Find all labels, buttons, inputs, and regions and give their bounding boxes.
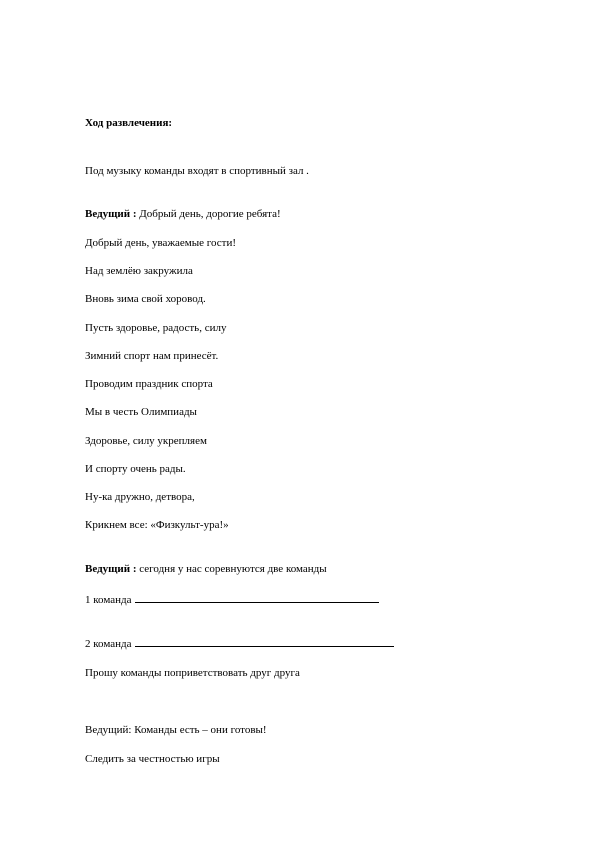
host-speech: Добрый день, дорогие ребята! xyxy=(136,208,281,220)
poem-line: Вновь зима свой хоровод. xyxy=(85,293,206,305)
document-heading: Ход развлечения: xyxy=(85,117,173,129)
team-1-line xyxy=(85,593,379,607)
host-line-3: Ведущий: Команды есть – они готовы! xyxy=(85,724,267,736)
intro-line: Под музыку команды входят в спортивный зал . xyxy=(85,165,309,177)
host-line-1 xyxy=(85,208,281,221)
poem-line: Пусть здоровье, радость, силу xyxy=(85,322,227,334)
poem-line: Ну-ка дружно, детвора, xyxy=(85,491,195,503)
poem-line: Здоровье, силу укрепляем xyxy=(85,435,207,447)
poem-line: Зимний спорт нам принесёт. xyxy=(85,350,219,362)
speaker-label: Ведущий : xyxy=(85,563,137,575)
poem-line: Над землёю закружила xyxy=(85,265,193,277)
poem-line: И спорту очень рады. xyxy=(85,463,186,475)
host-speech: сегодня у нас соревнуются две команды xyxy=(136,563,327,575)
team-1-label: 1 команда xyxy=(85,594,132,606)
team-2-label: 2 команда xyxy=(85,638,132,650)
poem-line: Мы в честь Олимпиады xyxy=(85,406,197,418)
greeting-line: Прошу команды поприветствовать друг друга xyxy=(85,667,300,679)
poem-line: Добрый день, уважаемые гости! xyxy=(85,237,237,249)
team-2-line xyxy=(85,637,394,651)
poem-line: Проводим праздник спорта xyxy=(85,378,213,390)
speaker-label: Ведущий : xyxy=(85,208,137,220)
host-line-2 xyxy=(85,563,327,576)
poem-line: Крикнем все: «Физкульт-ура!» xyxy=(85,519,229,531)
team-1-blank xyxy=(135,593,379,603)
team-2-blank xyxy=(135,637,394,647)
last-line: Следить за честностью игры xyxy=(85,753,220,765)
